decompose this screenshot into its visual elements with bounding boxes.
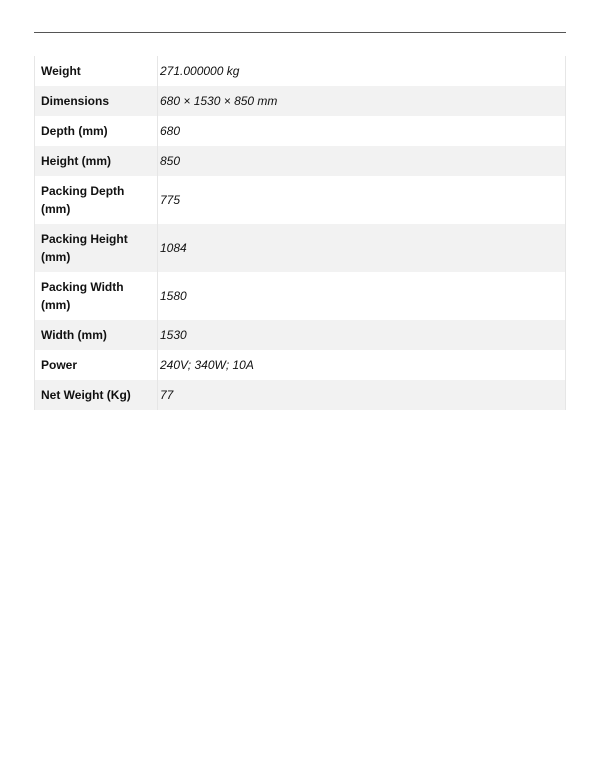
spec-value: 680 <box>160 124 181 138</box>
spec-value: 1084 <box>160 241 187 255</box>
spec-value: 271.000000 kg <box>160 64 240 78</box>
specifications-table <box>34 56 566 410</box>
table-row <box>35 116 566 146</box>
spec-value: 775 <box>160 193 181 207</box>
spec-value: 1580 <box>160 289 187 303</box>
table-row <box>35 320 566 350</box>
spec-value: 680 × 1530 × 850 mm <box>160 94 278 108</box>
spec-label: Dimensions <box>35 86 158 116</box>
spec-label: Net Weight (Kg) <box>35 380 158 410</box>
spec-label: Depth (mm) <box>35 116 158 146</box>
spec-label: Width (mm) <box>35 320 158 350</box>
table-row <box>35 224 566 272</box>
spec-value: 1530 <box>160 328 187 342</box>
table-row <box>35 350 566 380</box>
table-row <box>35 272 566 320</box>
spec-value: 850 <box>160 154 181 168</box>
table-row <box>35 56 566 86</box>
top-divider <box>34 32 566 33</box>
spec-label: Packing Width (mm) <box>35 272 158 320</box>
spec-label: Power <box>35 350 158 380</box>
spec-label: Packing Depth (mm) <box>35 176 158 224</box>
spec-label: Packing Height (mm) <box>35 224 158 272</box>
spec-label: Height (mm) <box>35 146 158 176</box>
spec-value: 77 <box>160 388 174 402</box>
table-row <box>35 176 566 224</box>
spec-label: Weight <box>35 56 158 86</box>
table-row <box>35 380 566 410</box>
table-row <box>35 86 566 116</box>
spec-value: 240V; 340W; 10A <box>160 358 254 372</box>
table-row <box>35 146 566 176</box>
